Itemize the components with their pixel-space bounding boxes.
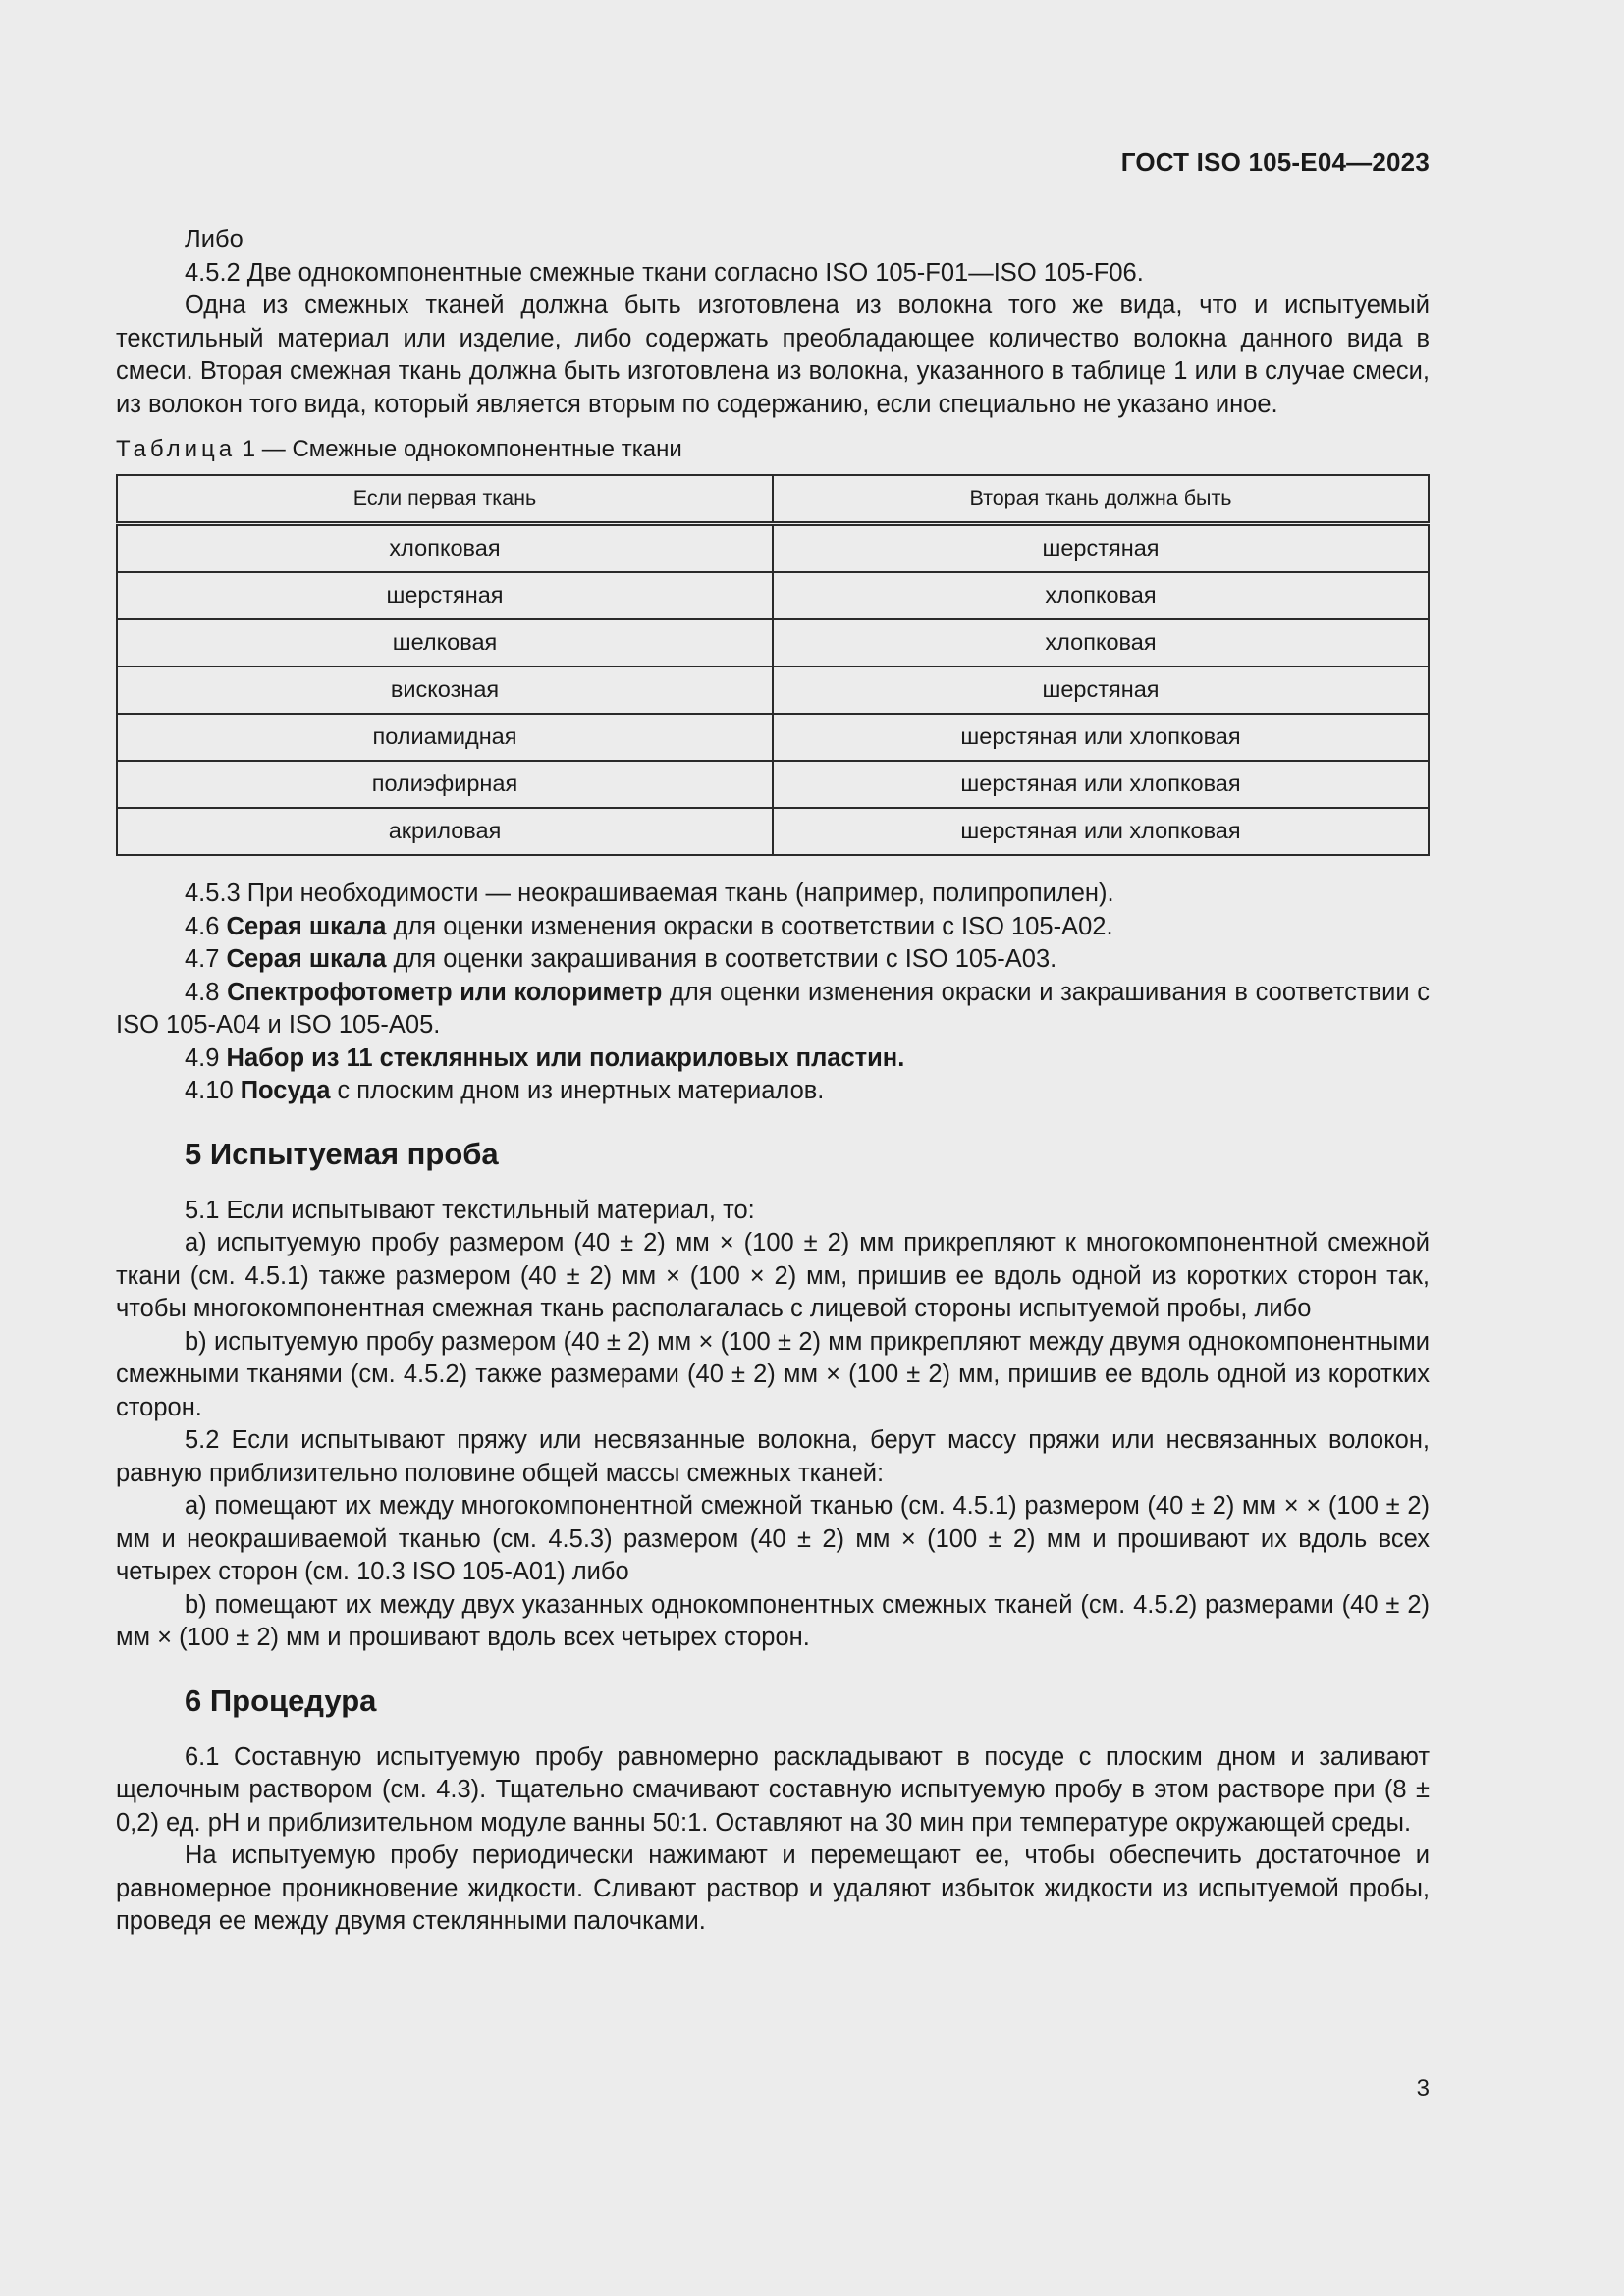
table-row bbox=[117, 667, 1429, 714]
table-cell-second: хлопковая bbox=[773, 619, 1429, 667]
document-body bbox=[116, 224, 1430, 1939]
section-5-heading: 5 Испытуемая проба bbox=[185, 1136, 499, 1171]
paragraph-4-6 bbox=[116, 911, 1430, 944]
table-cell-second: шерстяная bbox=[773, 667, 1429, 714]
item-number: 4.8 bbox=[185, 978, 228, 1006]
table-cell-first: вискозная bbox=[117, 667, 773, 714]
table-cell-first: шелковая bbox=[117, 619, 773, 667]
table-caption-text: 1 — Смежные однокомпонентные ткани bbox=[236, 436, 682, 462]
item-text: для оценки закрашивания в соответствии с ISO 105-A03. bbox=[386, 945, 1057, 973]
paragraph-4-8 bbox=[116, 977, 1430, 1042]
item-term: Посуда bbox=[240, 1077, 331, 1104]
table-row bbox=[117, 572, 1429, 619]
paragraph-4-10 bbox=[116, 1075, 1430, 1108]
table-caption-word: Таблица bbox=[116, 436, 237, 462]
paragraph-5-2-a: a) помещают их между многокомпонентной смежной тканью (см. 4.5.1) размером (40 ± 2) мм × × (100 ± 2) мм и неокрашиваемой тканью (см. 4.5.3) размером (40 ± 2) мм × (100 ± 2) мм и прошивают их вдоль всех четырех сторон (см. 10.3 ISO 105-A01) либо bbox=[116, 1492, 1430, 1585]
paragraph-libo: Либо bbox=[185, 226, 244, 253]
table-cell-second: шерстяная или хлопковая bbox=[773, 714, 1429, 761]
item-number: 4.10 bbox=[185, 1077, 241, 1104]
table-cell-second: хлопковая bbox=[773, 572, 1429, 619]
table-cell-first: хлопковая bbox=[117, 524, 773, 573]
table-cell-second: шерстяная bbox=[773, 524, 1429, 573]
paragraph-5-2-b: b) помещают их между двух указанных однокомпонентных смежных тканей (см. 4.5.2) размерами (40 ± 2) мм × (100 ± 2) мм и прошивают вдоль всех четырех сторон. bbox=[116, 1590, 1430, 1651]
item-text: для оценки изменения окраски и закрашивания в соответствии с ISO 105-A04 и ISO 105-A05. bbox=[116, 978, 1430, 1039]
paragraph-4-9 bbox=[116, 1042, 1430, 1076]
item-number: 4.9 bbox=[185, 1043, 227, 1072]
item-term: Набор из 11 стеклянных или полиакриловых пластин. bbox=[226, 1043, 905, 1072]
paragraph-6-1-cont: На испытуемую пробу периодически нажимают и перемещают ее, чтобы обеспечить достаточное и равномерное проникновение жидкости. Сливают раствор и удаляют избыток жидкости из испытуемой пробы, проведя ее между двумя стеклянными палочками. bbox=[116, 1842, 1430, 1935]
table-row bbox=[117, 714, 1429, 761]
table-cell-second: шерстяная или хлопковая bbox=[773, 761, 1429, 808]
table-header-first-fabric: Если первая ткань bbox=[117, 475, 773, 524]
table-row bbox=[117, 619, 1429, 667]
table-row bbox=[117, 761, 1429, 808]
item-number: 4.7 bbox=[185, 945, 227, 973]
paragraph-5-1: 5.1 Если испытывают текстильный материал, то: bbox=[185, 1196, 755, 1224]
item-text: для оценки изменения окраски в соответствии с ISO 105-A02. bbox=[386, 912, 1113, 940]
table-row bbox=[117, 808, 1429, 855]
item-term: Спектрофотометр или колориметр bbox=[227, 978, 663, 1006]
paragraph-4-5-3: 4.5.3 При необходимости — неокрашиваемая ткань (например, полипропилен). bbox=[185, 880, 1114, 907]
table-cell-first: шерстяная bbox=[117, 572, 773, 619]
paragraph-5-1-b: b) испытуемую пробу размером (40 ± 2) мм × (100 ± 2) мм прикрепляют между двумя однокомпонентными смежными тканями (см. 4.5.2) также размерами (40 ± 2) мм × (100 ± 2) мм, пришив ее вдоль одной из коротких сторон. bbox=[116, 1327, 1430, 1421]
table-header-second-fabric: Вторая ткань должна быть bbox=[773, 475, 1429, 524]
table-cell-second: шерстяная или хлопковая bbox=[773, 808, 1429, 855]
table-cell-first: акриловая bbox=[117, 808, 773, 855]
section-6-heading: 6 Процедура bbox=[185, 1682, 377, 1718]
paragraph-4-7 bbox=[116, 943, 1430, 977]
table-cell-first: полиамидная bbox=[117, 714, 773, 761]
table-caption bbox=[116, 435, 1430, 464]
item-term: Серая шкала bbox=[226, 912, 387, 940]
item-term: Серая шкала bbox=[226, 945, 387, 973]
paragraph-5-2: 5.2 Если испытывают пряжу или несвязанные волокна, берут массу пряжи или несвязанных волокон, равную приблизительно половине общей массы смежных тканей: bbox=[116, 1426, 1430, 1487]
document-header: ГОСТ ISO 105-E04—2023 bbox=[1120, 147, 1430, 177]
paragraph-6-1: 6.1 Составную испытуемую пробу равномерно раскладывают в посуде с плоским дном и заливают щелочным раствором (см. 4.3). Тщательно смачивают составную испытуемую пробу в этом растворе при (8 ± 0,2) ед. pH и приблизительном модуле ванны 50:1. Оставляют на 30 мин при температуре окружающей среды. bbox=[116, 1742, 1430, 1837]
table-header-row bbox=[117, 475, 1429, 524]
item-text: с плоским дном из инертных материалов. bbox=[330, 1077, 825, 1104]
table-cell-first: полиэфирная bbox=[117, 761, 773, 808]
paragraph-4-5-2-body: Одна из смежных тканей должна быть изготовлена из волокна того же вида, что и испытуемый текстильный материал или изделие, либо содержать преобладающее количество волокна данного вида в смеси. Вторая смежная ткань должна быть изготовлена из волокна, указанного в таблице 1 или в случае смеси, из волокон того вида, который является вторым по содержанию, если специально не указано иное. bbox=[116, 292, 1430, 418]
adjacent-fabrics-table bbox=[116, 474, 1430, 856]
paragraph-4-5-2: 4.5.2 Две однокомпонентные смежные ткани согласно ISO 105-F01—ISO 105-F06. bbox=[185, 258, 1144, 287]
paragraph-5-1-a: a) испытуемую пробу размером (40 ± 2) мм × (100 ± 2) мм прикрепляют к многокомпонентной смежной ткани (см. 4.5.1) также размером (40 ± 2) мм × (100 × 2) мм, пришив ее вдоль одной из коротких сторон так, чтобы многокомпонентная смежная ткань располагалась с лицевой стороны испытуемой пробы, либо bbox=[116, 1229, 1430, 1322]
table-row bbox=[117, 524, 1429, 573]
page-number: 3 bbox=[1416, 2075, 1430, 2102]
item-number: 4.6 bbox=[185, 912, 227, 940]
